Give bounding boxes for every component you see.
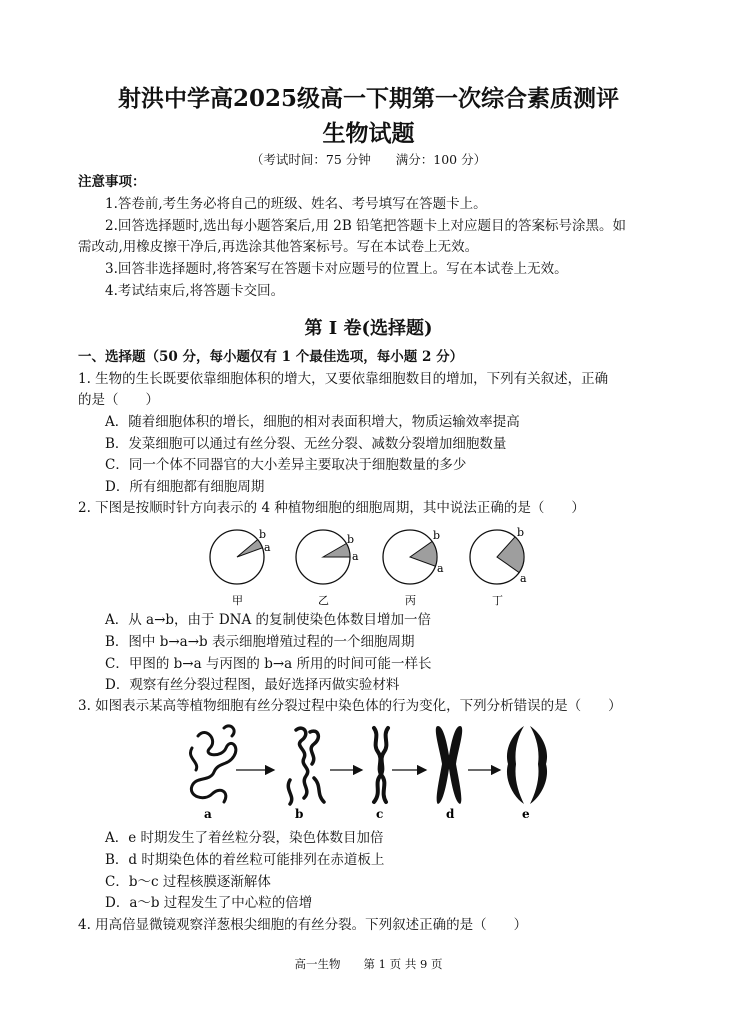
chromosome-figure bbox=[178, 718, 578, 823]
q2-option-d: D．观察有丝分裂过程图，最好选择丙做实验材料 bbox=[105, 677, 400, 693]
q4-stem: 4. 用高倍显微镜观察洋葱根尖细胞的有丝分裂。下列叙述正确的是（ ） bbox=[78, 917, 528, 933]
notice-item-2: 2.回答选择题时,选出每小题答案后,用 2B 铅笔把答题卡上对应题目的答案标号涂黑。如 bbox=[105, 218, 627, 234]
label-b: b bbox=[347, 533, 355, 546]
chromosome-stage-a bbox=[190, 726, 235, 802]
q2-stem: 2. 下图是按顺时针方向表示的 4 种植物细胞的细胞周期，其中说法正确的是（ ） bbox=[78, 500, 585, 516]
label-a: a bbox=[437, 562, 444, 575]
label-b: b bbox=[259, 528, 267, 541]
section-title: 第 I 卷(选择题) bbox=[304, 318, 433, 339]
q3-stem: 3. 如图表示某高等植物细胞有丝分裂过程中染色体的行为变化，下列分析错误的是（ ） bbox=[78, 698, 622, 714]
notice-item-2-cont: 需改动,用橡皮擦干净后,再选涂其他答案标号。写在本试卷上无效。 bbox=[78, 239, 479, 255]
label-a: a bbox=[520, 572, 527, 585]
cell-cycle-bing bbox=[383, 529, 444, 607]
notice-item-3: 3.回答非选择题时,将答案写在答题卡对应题号的位置上。写在本试卷上无效。 bbox=[105, 261, 568, 277]
chromosome-stage-d bbox=[436, 726, 462, 804]
chromosome-stage-c bbox=[374, 728, 388, 802]
q1-option-c: C．同一个体不同器官的大小差异主要取决于细胞数量的多少 bbox=[105, 457, 467, 473]
q2-option-b: B．图中 b→a→b 表示细胞增殖过程的一个细胞周期 bbox=[105, 634, 415, 650]
notice-item-4: 4.考试结束后,将答题卡交回。 bbox=[105, 283, 285, 299]
stage-label-e: e bbox=[522, 807, 530, 821]
chromosome-stage-b bbox=[288, 728, 324, 804]
label-b: b bbox=[433, 529, 441, 542]
q2-option-a: A．从 a→b，由于 DNA 的复制使染色体数目增加一倍 bbox=[105, 612, 432, 628]
label-ding: 丁 bbox=[492, 594, 503, 607]
cell-cycle-jia bbox=[210, 528, 271, 607]
stage-label-a: a bbox=[204, 807, 212, 821]
cell-cycle-figure bbox=[195, 520, 545, 610]
q1-stem: 1. 生物的生长既要依靠细胞体积的增大，又要依靠细胞数目的增加，下列有关叙述，正确 bbox=[78, 371, 609, 387]
q3-option-b: B．d 时期染色体的着丝粒可能排列在赤道板上 bbox=[105, 852, 385, 868]
q1-option-d: D．所有细胞都有细胞周期 bbox=[105, 479, 265, 495]
subject-title: 生物试题 bbox=[322, 120, 415, 147]
stage-label-c: c bbox=[376, 807, 384, 821]
q3-option-c: C．b～c 过程核膜逐渐解体 bbox=[105, 874, 271, 890]
q3-option-d: D．a～b 过程发生了中心粒的倍增 bbox=[105, 895, 313, 911]
chromosome-stage-e bbox=[507, 726, 547, 804]
label-jia: 甲 bbox=[232, 594, 243, 607]
q2-option-c: C．甲图的 b→a 与丙图的 b→a 所用的时间可能一样长 bbox=[105, 656, 432, 672]
notice-heading: 注意事项： bbox=[78, 174, 146, 190]
stage-label-b: b bbox=[295, 807, 304, 821]
label-bing: 丙 bbox=[405, 594, 416, 607]
q1-stem-cont: 的是（ ） bbox=[78, 392, 159, 408]
page-footer: 高一生物 第 1 页 共 9 页 bbox=[294, 957, 443, 971]
cell-cycle-yi bbox=[296, 530, 359, 607]
section-heading: 一、选择题（50 分，每小题仅有 1 个最佳选项，每小题 2 分） bbox=[78, 349, 464, 365]
cell-cycle-ding bbox=[470, 526, 527, 607]
exam-info: （考试时间：75 分钟 满分：100 分） bbox=[250, 152, 487, 167]
notice-item-1: 1.答卷前,考生务必将自己的班级、姓名、考号填写在答题卡上。 bbox=[105, 196, 487, 212]
label-a: a bbox=[264, 541, 271, 554]
q3-option-a: A．e 时期发生了着丝粒分裂，染色体数目加倍 bbox=[105, 830, 384, 846]
exam-title: 射洪中学高2025级高一下期第一次综合素质测评 bbox=[117, 85, 619, 112]
label-yi: 乙 bbox=[318, 594, 329, 607]
label-a: a bbox=[352, 550, 359, 563]
q1-option-a: A．随着细胞体积的增长，细胞的相对表面积增大，物质运输效率提高 bbox=[105, 414, 520, 430]
q1-option-b: B．发菜细胞可以通过有丝分裂、无丝分裂、减数分裂增加细胞数量 bbox=[105, 436, 507, 452]
stage-label-d: d bbox=[446, 807, 455, 821]
label-b: b bbox=[517, 526, 525, 539]
